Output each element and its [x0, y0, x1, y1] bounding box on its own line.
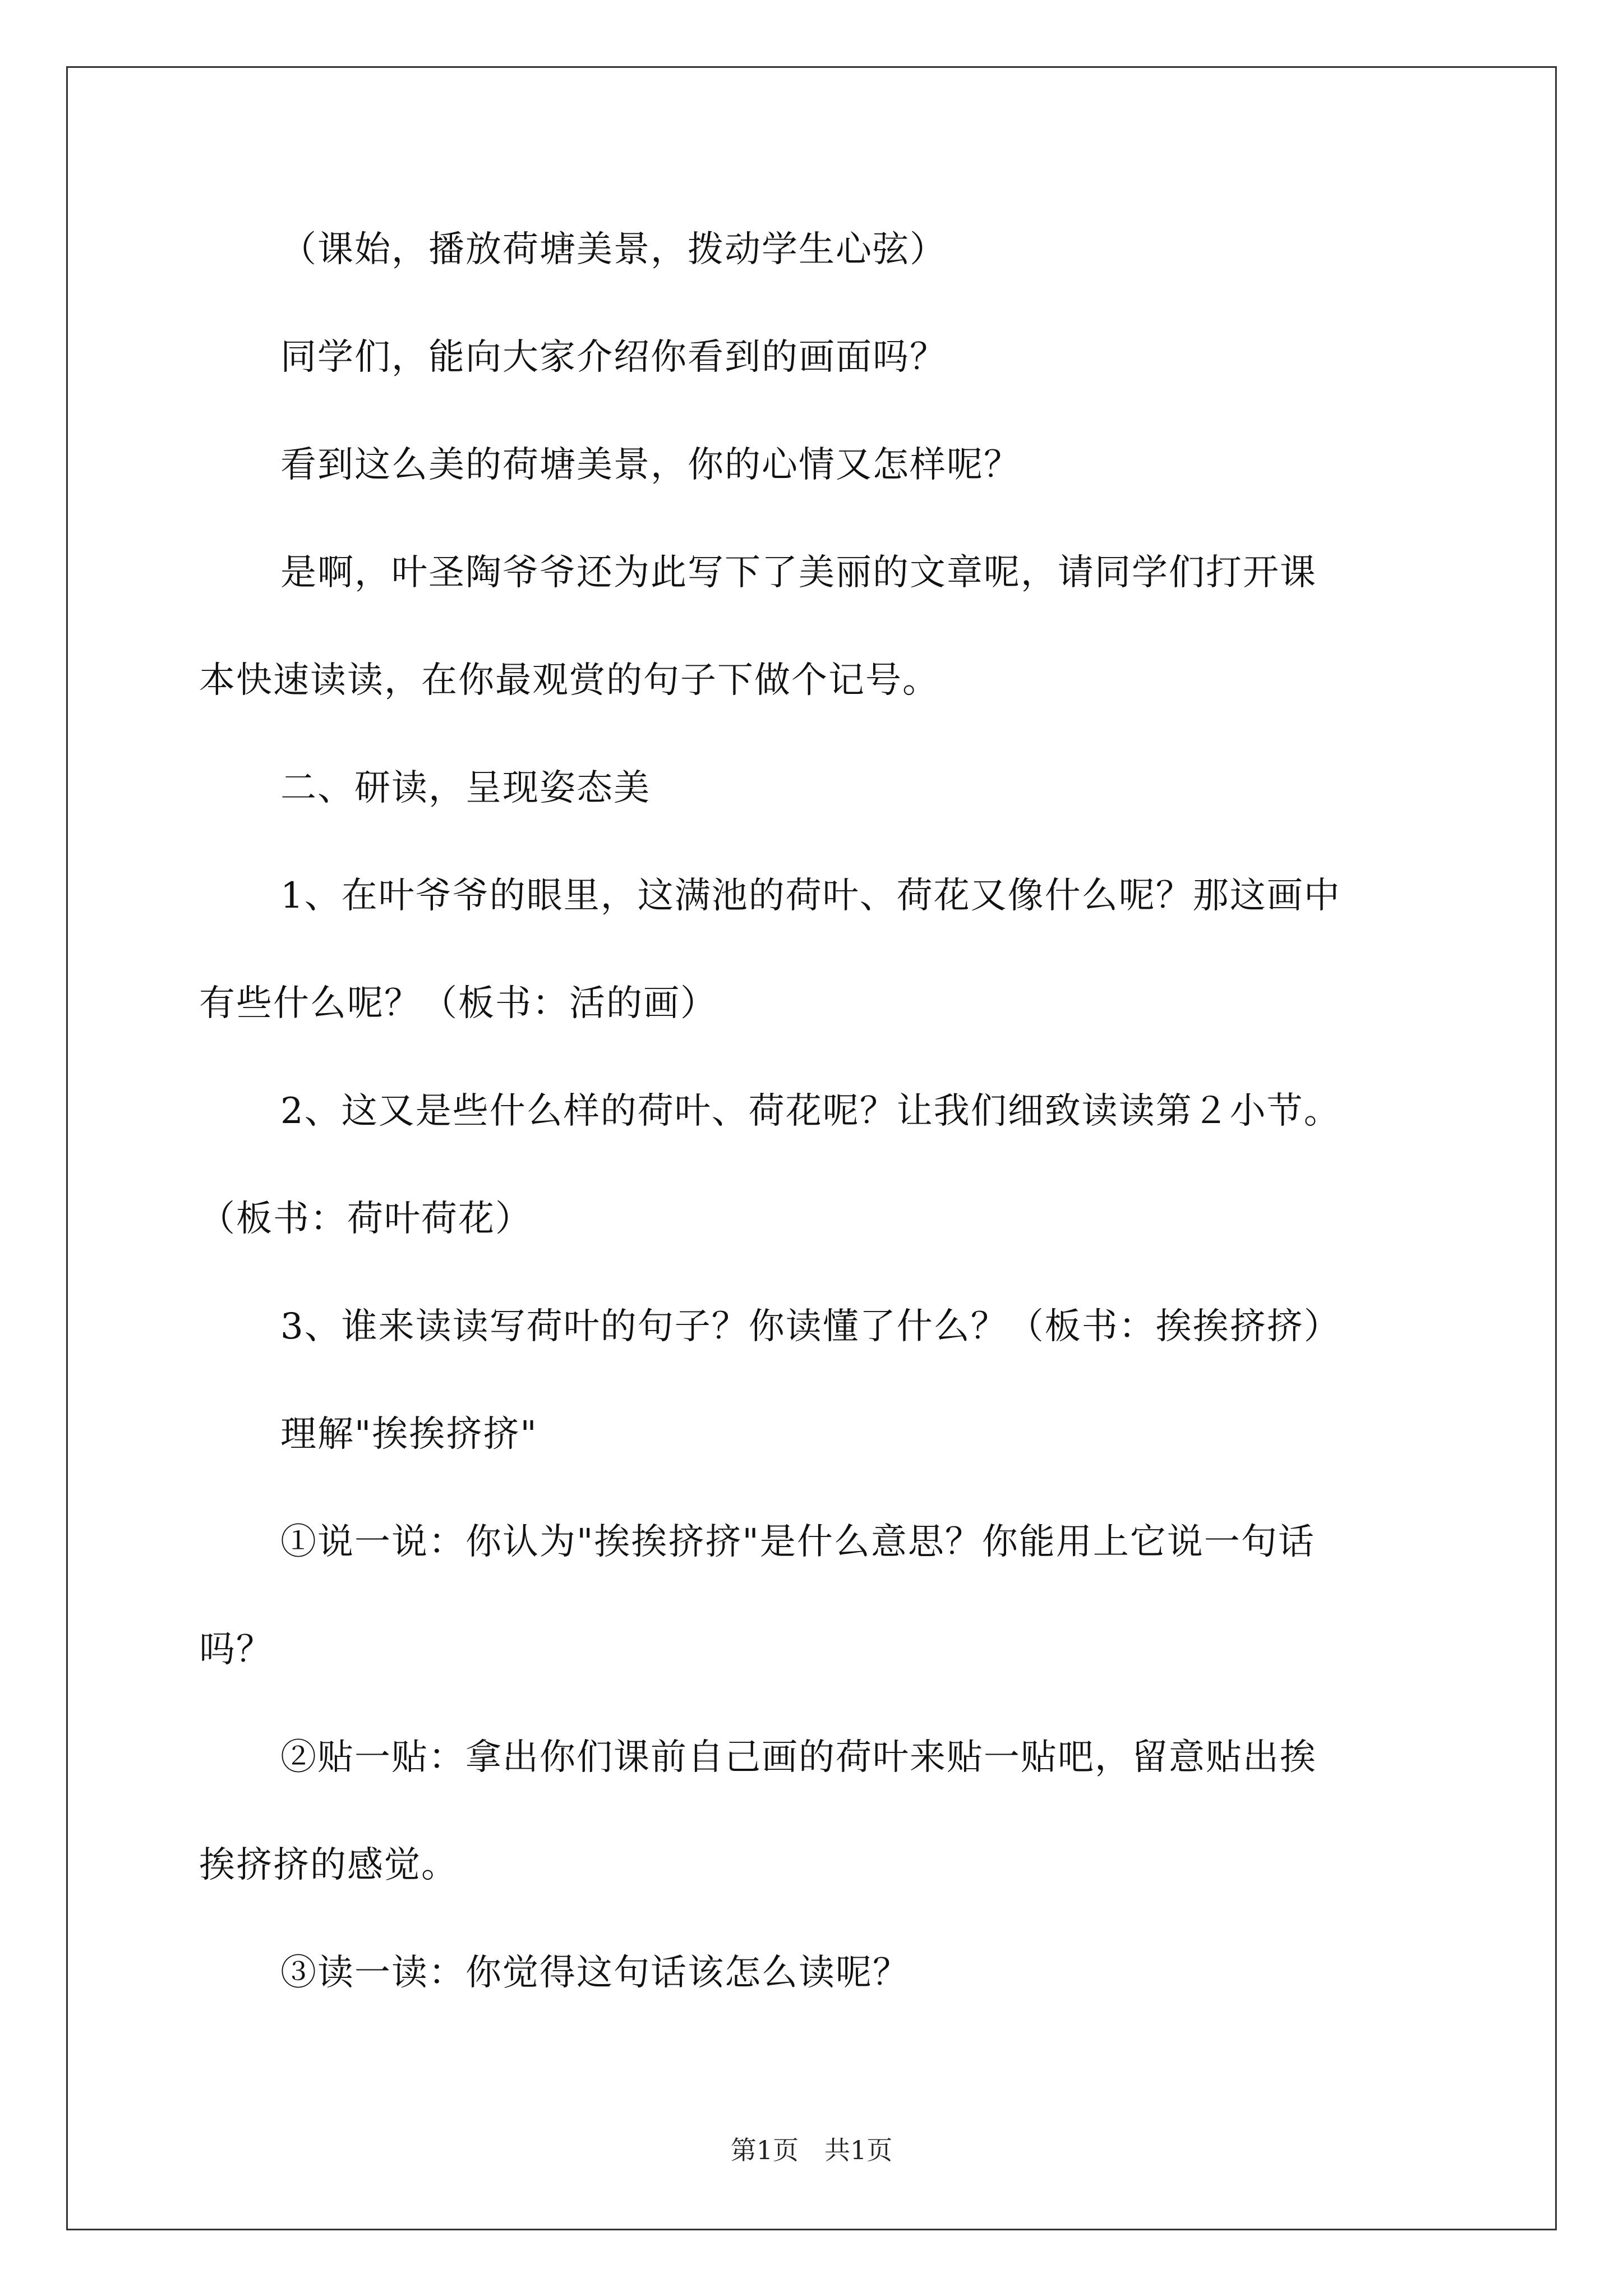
paragraph-line-12: 理解"挨挨挤挤": [280, 1414, 538, 1455]
paragraph-line-11: 3、谁来读读写荷叶的句子？你读懂了什么？（板书：挨挨挤挤）: [280, 1306, 1341, 1347]
paragraph-line-16: 挨挤挤的感觉。: [199, 1844, 458, 1886]
paragraph-line-7: 1、在叶爷爷的眼里，这满池的荷叶、荷花又像什么呢？那这画中: [280, 875, 1341, 917]
paragraph-line-5: 本快速读读，在你最观赏的句子下做个记号。: [199, 660, 939, 701]
paragraph-line-15: ②贴一贴：拿出你们课前自己画的荷叶来贴一贴吧，留意贴出挨: [280, 1737, 1317, 1778]
page-number-footer: 第1页 共1页: [730, 2135, 893, 2165]
paragraph-line-2: 同学们，能向大家介绍你看到的画面吗？: [280, 337, 947, 378]
paragraph-line-14: 吗？: [199, 1629, 273, 1671]
paragraph-line-17: ③读一读：你觉得这句话该怎么读呢？: [280, 1952, 910, 1994]
paragraph-line-8: 有些什么呢？（板书：活的画）: [199, 983, 717, 1024]
paragraph-line-10: （板书：荷叶荷花）: [199, 1198, 532, 1240]
paragraph-line-3: 看到这么美的荷塘美景，你的心情又怎样呢？: [280, 444, 1021, 486]
paragraph-line-4: 是啊，叶圣陶爷爷还为此写下了美丽的文章呢，请同学们打开课: [280, 552, 1317, 593]
paragraph-line-13: ①说一说：你认为"挨挨挤挤"是什么意思？你能用上它说一句话: [280, 1521, 1315, 1563]
page-border: [66, 66, 1557, 2230]
paragraph-line-6: 二、研读，呈现姿态美: [280, 767, 651, 809]
paragraph-line-1: （课始，播放荷塘美景，拨动学生心弦）: [280, 229, 947, 270]
paragraph-line-9: 2、这又是些什么样的荷叶、荷花呢？让我们细致读读第２小节。: [280, 1091, 1341, 1132]
